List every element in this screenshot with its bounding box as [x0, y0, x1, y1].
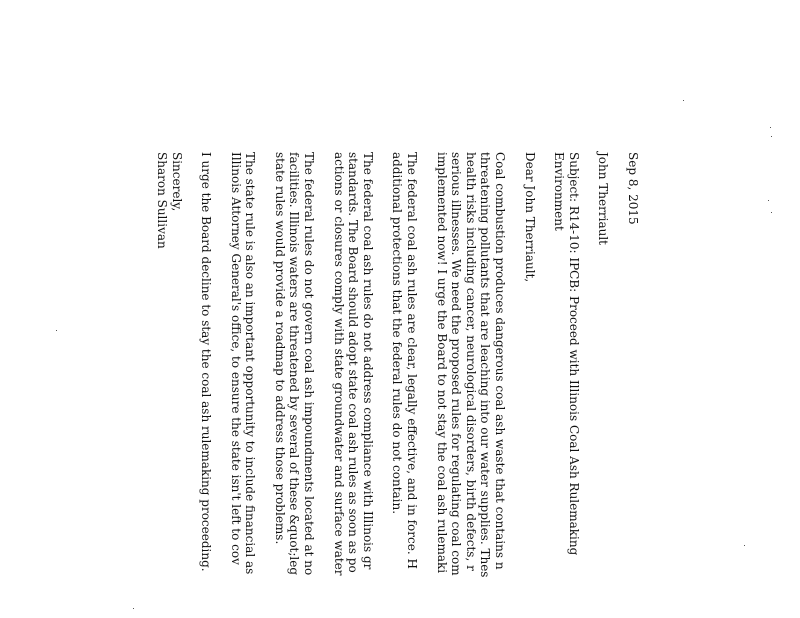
scan-speck — [744, 545, 745, 546]
text-line: threatening pollutants that are leaching into our water supplies. Thes — [478, 152, 493, 578]
scan-speck — [133, 608, 134, 609]
text-line: serious illnesses. We need the proposed rules for regulating coal com — [449, 152, 464, 576]
text-line: state rules would provide a roadmap to address those problems. — [272, 152, 287, 545]
letter-signer: Sharon Sullivan — [154, 152, 169, 249]
letter-salutation: Dear John Therriault, — [522, 152, 537, 283]
text-line: I urge the Board decline to stay the coal ash rulemaking proceeding. — [199, 152, 214, 572]
text-line: standards. The Board should adopt state coal ash rules as soon as po — [346, 152, 361, 573]
text-line: Coal combustion produces dangerous coal ash waste that contains n — [493, 152, 508, 570]
text-line: The federal coal ash rules do not address compliance with Illinois gr — [360, 152, 375, 570]
text-line: The federal coal ash rules are clear, legally effective, and in force. H — [405, 152, 420, 569]
text-line: Illinois Attorney General's office, to ensure the state isn't left to cov — [228, 152, 243, 565]
paragraph-financial-assurance — [228, 152, 257, 618]
paragraph-impoundments — [272, 152, 316, 618]
letter-subject — [552, 152, 581, 618]
scan-speck — [770, 127, 771, 128]
paragraph-coal-combustion — [434, 152, 507, 618]
scan-speck — [771, 212, 772, 213]
scan-speck — [768, 200, 769, 201]
letter-date: Sep 8, 2015 — [626, 152, 640, 225]
text-line: facilities. Illinois waters are threatened by several of these &quot;leg — [287, 152, 302, 576]
text-line: implemented now! I urge the Board to not stay the coal ash rulemaki — [434, 152, 449, 574]
subject-line: Subject: R14-10: IPCB: Proceed with Illinois Coal Ash Rulemaking — [566, 152, 581, 556]
text-line: additional protections that the federal rules do not contain. — [390, 152, 405, 515]
letter-closing: Sincerely, — [169, 152, 184, 212]
scan-speck — [771, 136, 772, 137]
letter-recipient: John Therriault — [596, 152, 611, 245]
letter-body — [154, 152, 640, 618]
subject-line: Environment — [552, 152, 567, 231]
scan-speck — [56, 330, 57, 331]
text-line: actions or closures comply with state groundwater and surface water — [331, 152, 346, 576]
text-line: The federal rules do not govern coal ash impoundments located at no — [302, 152, 317, 576]
text-line: health risks including cancer, neurological disorders, birth defects, r — [463, 152, 478, 571]
paragraph-federal-rules-clear — [390, 152, 419, 618]
paragraph-urge-board — [199, 152, 214, 618]
text-line: The state rule is also an important opportunity to include financial as — [243, 152, 258, 575]
scan-speck — [683, 100, 684, 101]
paragraph-groundwater-compliance — [331, 152, 375, 618]
